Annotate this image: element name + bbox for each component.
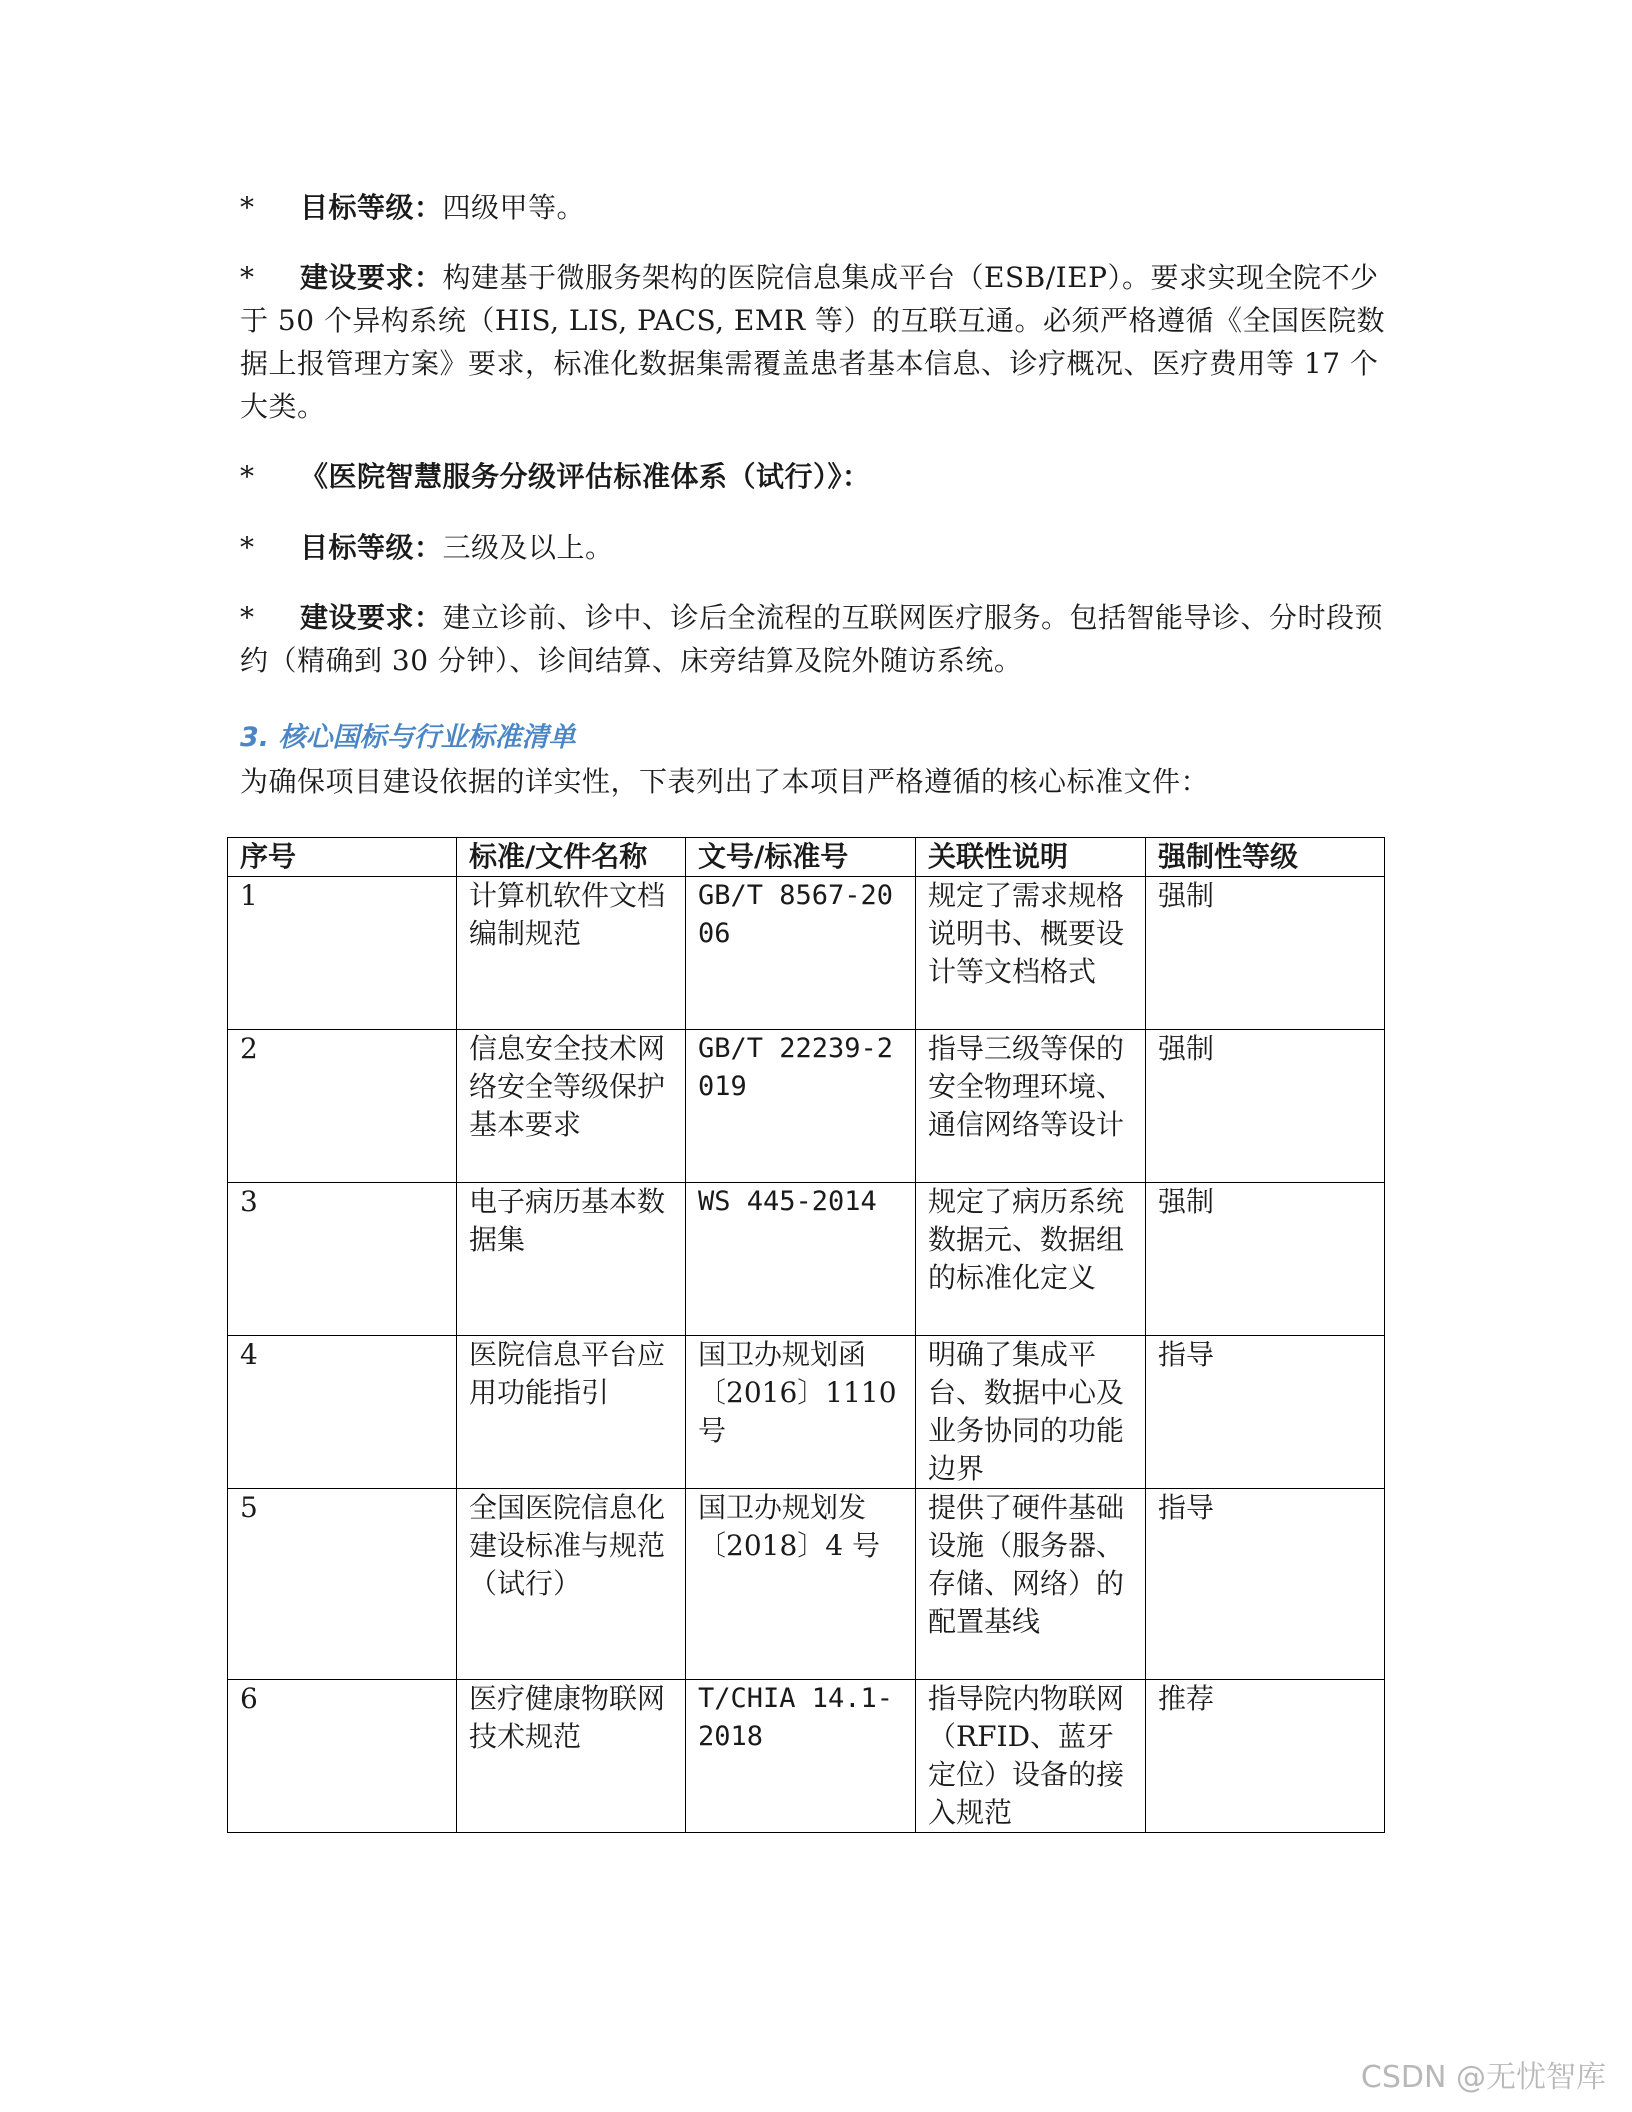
cell-name: 医疗健康物联网技术规范 — [457, 1680, 686, 1833]
paragraph-text: 建立诊前、诊中、诊后全流程的互联网医疗服务。包括智能导诊、分时段预约（精确到 30 分钟）、诊间结算、床旁结算及院外随访系统。 — [240, 601, 1384, 677]
cell-name: 医院信息平台应用功能指引 — [457, 1336, 686, 1489]
cell-index: 6 — [228, 1680, 457, 1833]
table-row — [228, 877, 1385, 1030]
paragraph-build-requirement-2 — [240, 596, 1400, 682]
section-heading: 3. 核心国标与行业标准清单 — [240, 722, 576, 753]
column-header-index: 序号 — [228, 838, 457, 877]
cell-name: 电子病历基本数据集 — [457, 1183, 686, 1336]
cell-name: 信息安全技术网络安全等级保护基本要求 — [457, 1030, 686, 1183]
table-row — [228, 1030, 1385, 1183]
paragraph-label: 《医院智慧服务分级评估标准体系（试行）》： — [300, 460, 871, 493]
bullet-marker: * — [240, 460, 255, 493]
paragraph-label: 建设要求： — [300, 261, 443, 294]
cell-level: 强制 — [1146, 877, 1385, 1030]
paragraph-text: 构建基于微服务架构的医院信息集成平台（ESB/IEP）。要求实现全院不少于 50 个异构系统（HIS, LIS, PACS, EMR 等）的互联互通。必须严格遵循《全国医院数据上报管理方案》要求，标准化数据集需覆盖患者基本信息、诊疗概况、医疗费用等 17 个大类。 — [240, 261, 1386, 423]
column-header-name: 标准/文件名称 — [457, 838, 686, 877]
paragraph-build-requirement-1 — [240, 256, 1400, 428]
table-row — [228, 1489, 1385, 1680]
paragraph-smart-service-standard — [240, 455, 1400, 498]
cell-name: 计算机软件文档编制规范 — [457, 877, 686, 1030]
cell-relevance: 指导三级等保的安全物理环境、通信网络等设计 — [916, 1030, 1146, 1183]
cell-relevance: 规定了病历系统数据元、数据组的标准化定义 — [916, 1183, 1146, 1336]
bullet-marker: * — [240, 601, 255, 634]
cell-code: GB/T 22239-2019 — [686, 1030, 916, 1183]
cell-index: 4 — [228, 1336, 457, 1489]
cell-name: 全国医院信息化建设标准与规范（试行） — [457, 1489, 686, 1680]
column-header-relevance: 关联性说明 — [916, 838, 1146, 877]
cell-level: 指导 — [1146, 1489, 1385, 1680]
table-row — [228, 1680, 1385, 1833]
bullet-marker: * — [240, 531, 255, 564]
bullet-marker: * — [240, 261, 255, 294]
paragraph-label: 目标等级： — [300, 191, 443, 224]
column-header-code: 文号/标准号 — [686, 838, 916, 877]
paragraph-label: 目标等级： — [300, 531, 443, 564]
cell-index: 2 — [228, 1030, 457, 1183]
cell-index: 3 — [228, 1183, 457, 1336]
cell-code: 国卫办规划发〔2018〕4 号 — [686, 1489, 916, 1680]
paragraph-label: 建设要求： — [300, 601, 443, 634]
watermark: CSDN @无忧智库 — [1360, 2060, 1606, 2095]
bullet-marker: * — [240, 191, 255, 224]
paragraph-target-level-1 — [240, 186, 1400, 229]
cell-index: 5 — [228, 1489, 457, 1680]
paragraph-target-level-2 — [240, 526, 1400, 569]
cell-level: 指导 — [1146, 1336, 1385, 1489]
cell-relevance: 提供了硬件基础设施（服务器、存储、网络）的配置基线 — [916, 1489, 1146, 1680]
cell-code: T/CHIA 14.1-2018 — [686, 1680, 916, 1833]
cell-code: GB/T 8567-2006 — [686, 877, 916, 1030]
table-row — [228, 1183, 1385, 1336]
cell-level: 强制 — [1146, 1183, 1385, 1336]
section-intro: 为确保项目建设依据的详实性，下表列出了本项目严格遵循的核心标准文件： — [240, 765, 1210, 798]
cell-index: 1 — [228, 877, 457, 1030]
paragraph-text: 三级及以上。 — [442, 531, 614, 564]
table-row — [228, 1336, 1385, 1489]
standards-table — [227, 837, 1385, 1833]
cell-relevance: 规定了需求规格说明书、概要设计等文档格式 — [916, 877, 1146, 1030]
paragraph-text: 四级甲等。 — [442, 191, 586, 224]
cell-code: WS 445-2014 — [686, 1183, 916, 1336]
cell-level: 推荐 — [1146, 1680, 1385, 1833]
table-header-row — [228, 838, 1385, 877]
cell-code: 国卫办规划函〔2016〕1110 号 — [686, 1336, 916, 1489]
cell-relevance: 指导院内物联网（RFID、蓝牙定位）设备的接入规范 — [916, 1680, 1146, 1833]
column-header-level: 强制性等级 — [1146, 838, 1385, 877]
cell-relevance: 明确了集成平台、数据中心及业务协同的功能边界 — [916, 1336, 1146, 1489]
cell-level: 强制 — [1146, 1030, 1385, 1183]
